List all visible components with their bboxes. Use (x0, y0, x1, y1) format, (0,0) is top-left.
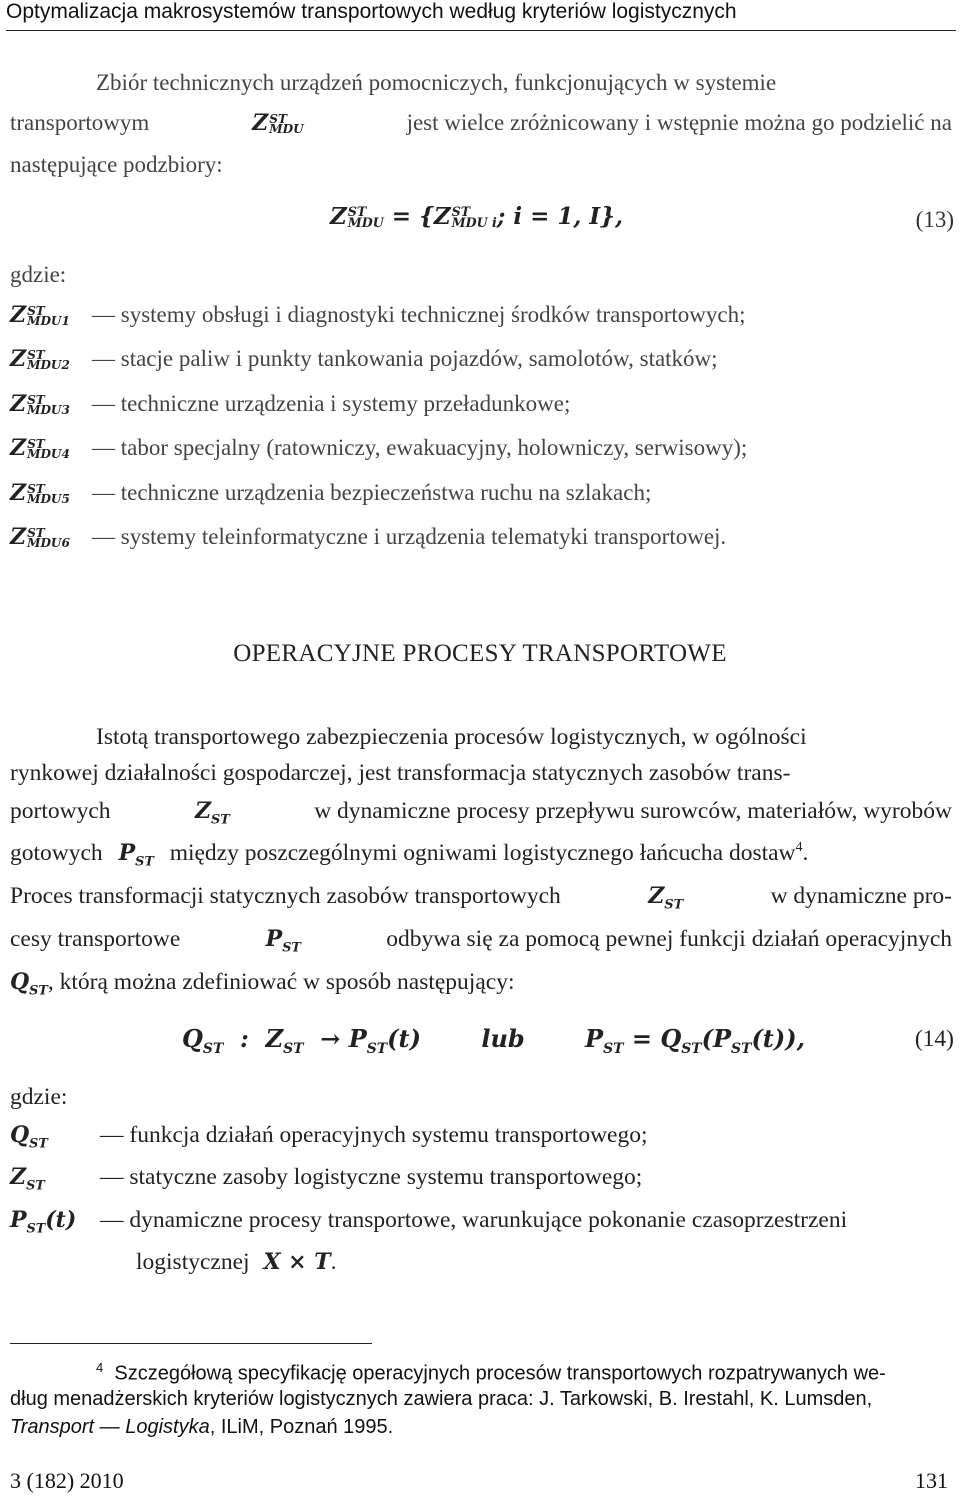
footnote-title: Transport — Logistyka (10, 1416, 210, 1438)
equation-14: $Q_{ST}$ : $Z_{ST} \to P_{ST}(t)$ lub $P_{ST} = Q_{ST}(P_{ST}(t))$, (182, 1024, 805, 1057)
list1-item-3: — techniczne urządzenia i systemy przeładunkowe; (92, 391, 571, 416)
list2-item-3: — dynamiczne procesy transportowe, warunkujące pokonanie czasoprzestrzeni (100, 1207, 848, 1233)
z-mdu1-symbol: Z ST MDU1 (10, 302, 70, 328)
running-header: Optymalizacja makrosystemów transportowych według kryteriów logistycznych (6, 0, 737, 23)
footnote-ref: 4 (795, 840, 803, 856)
x-times-t-symbol: X × T (263, 1249, 331, 1275)
equation-13-number: (13) (915, 207, 954, 232)
p-st-t-list-symbol: $P_{ST}(t)$ (10, 1207, 77, 1237)
body-line-5: Proces transformacji statycznych zasobów transportowych $Z_{ST}$ w dynamiczne pro- (10, 883, 952, 913)
body-line-1: Istotą transportowego zabezpieczenia procesów logistycznych, w ogólności (96, 724, 807, 750)
footnote-line-2: dług menadżerskich kryteriów logistycznych zawiera praca: J. Tarkowski, B. Irestahl, K. Lumsden, (10, 1388, 873, 1410)
p-st-symbol: $P_{ST}$ (118, 840, 154, 870)
header-divider (6, 30, 956, 31)
footnote-divider (10, 1343, 372, 1344)
z-mdu6-symbol: Z ST MDU6 (10, 524, 70, 550)
intro-line-1: Zbiór technicznych urządzeń pomocniczych, funkcjonujących w systemie (96, 70, 777, 95)
section-heading: OPERACYJNE PROCESY TRANSPORTOWE (233, 640, 727, 667)
p-st-symbol-2: $P_{ST}$ (265, 926, 301, 956)
list1-item-2: — stacje paliw i punkty tankowania pojazdów, samolotów, statków; (92, 346, 718, 371)
body-line-2: rynkowej działalności gospodarczej, jest transformacja statycznych zasobów trans- (10, 760, 791, 786)
z-mdu5-symbol: Z ST MDU5 (10, 480, 70, 506)
footnote-line-3: Transport — Logistyka, ILiM, Poznań 1995. (10, 1416, 394, 1438)
intro-line-3: następujące podzbiory: (10, 152, 223, 177)
z-mdu2-symbol: Z ST MDU2 (10, 346, 70, 372)
z-st-mdu-symbol: Z ST MDU (252, 110, 304, 136)
body-line-3: portowych $Z_{ST}$ w dynamiczne procesy przepływu surowców, materiałów, wyrobów (10, 798, 952, 828)
list2-item-2: — statyczne zasoby logistyczne systemu transportowego; (100, 1164, 643, 1190)
intro-line-2 (10, 110, 952, 136)
z-mdu3-symbol: Z ST MDU3 (10, 391, 70, 417)
z-st-list-symbol: $Z_{ST}$ (10, 1164, 45, 1194)
body-line-6: cesy transportowe $P_{ST}$ odbywa się za pomocą pewnej funkcji działań operacyjnych (10, 926, 952, 956)
where-label-2: gdzie: (10, 1084, 68, 1110)
intro-line-2b: jest wielce zróżnicowany i wstępnie można go podzielić na (406, 110, 952, 135)
footnote-line-1: $^4$ Szczegółową specyfikację operacyjnych procesów transportowych rozpatrywanych we- (96, 1360, 886, 1385)
list2-item-1: — funkcja działań operacyjnych systemu transportowego; (100, 1122, 648, 1148)
z-st-symbol: $Z_{ST}$ (194, 798, 230, 828)
list1-item-5: — techniczne urządzenia bezpieczeństwa ruchu na szlakach; (92, 480, 652, 505)
list1-item-4: — tabor specjalny (ratowniczy, ewakuacyjny, holowniczy, serwisowy); (92, 435, 748, 460)
z-st-symbol-2: $Z_{ST}$ (648, 883, 684, 913)
body-line-4: gotowych $P_{ST}$ między poszczególnymi ogniwami logistycznego łańcucha dostaw$^4$. (10, 840, 809, 870)
q-st-list-symbol: $Q_{ST}$ (10, 1122, 48, 1152)
issue-number: 3 (182) 2010 (10, 1468, 124, 1493)
page-number: 131 (915, 1468, 948, 1493)
where-label-1: gdzie: (10, 262, 67, 287)
equation-14-number: (14) (914, 1026, 954, 1052)
z-mdu4-symbol: Z ST MDU4 (10, 435, 70, 461)
q-st-symbol: $Q_{ST}$ (10, 969, 48, 999)
equation-13: Z ST MDU = {Z ST MDU i ; i = 1, I}, (330, 203, 623, 230)
list1-item-1: — systemy obsługi i diagnostyki technicznej środków transportowych; (92, 302, 746, 327)
body-line-7: $Q_{ST}$, którą można zdefiniować w sposób następujący: (10, 969, 515, 999)
list1-item-6: — systemy teleinformatyczne i urządzenia telematyki transportowej. (92, 524, 727, 549)
list2-item-3-continuation: logistycznej X × T. (136, 1249, 337, 1275)
intro-line-2a: transportowym (10, 110, 150, 135)
